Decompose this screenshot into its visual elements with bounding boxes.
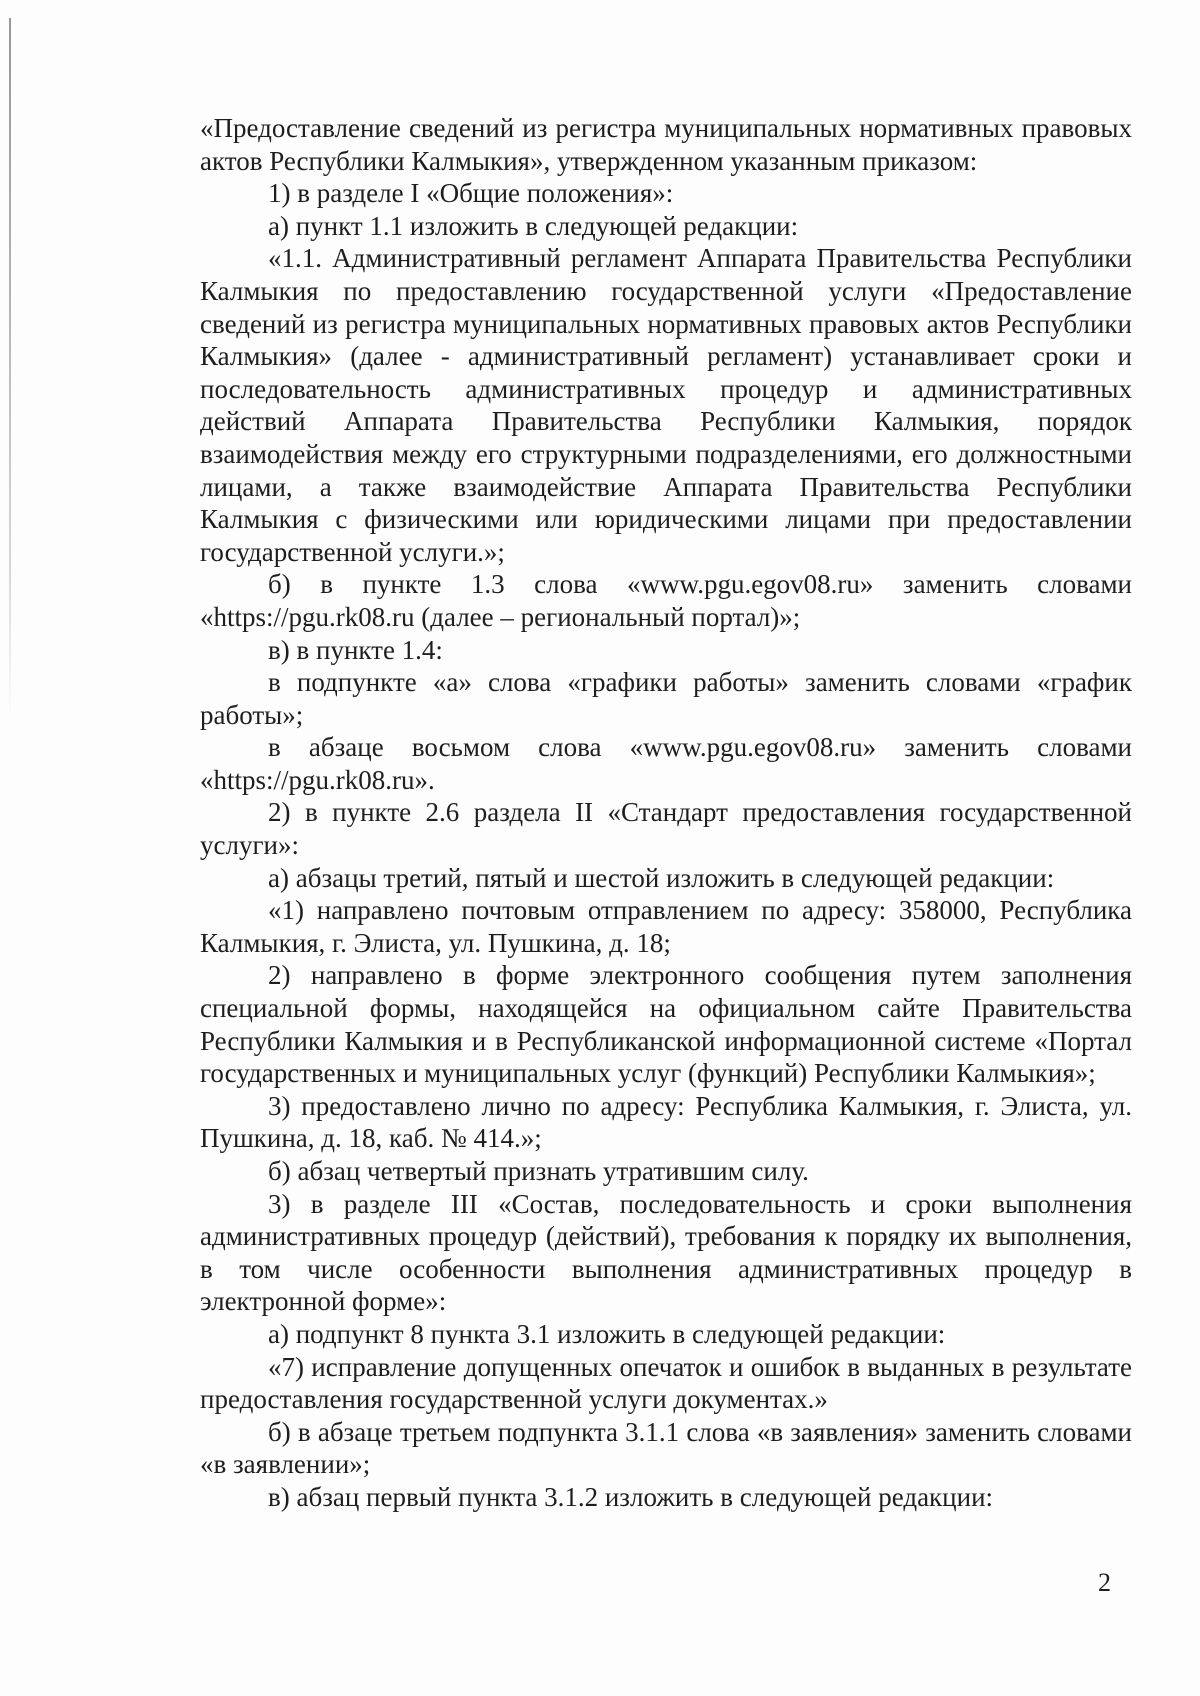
paragraph-6: в) в пункте 1.4: (268, 634, 443, 665)
paragraph-4: «1.1. Административный регламент Аппарата Правительства Республики Калмыкия по предоставлению государственной услуги «Предоставление сведений из регистра муниципальных нормативных правовых актов Республики Калмыкия» (далее - административный регламент) устанавливает сроки и последовательность административных процедур и административных действий Аппарата Правительства Республики Калмыкия, порядок взаимодействия между его структурными подразделениями, его должностными лицами, а также взаимодействие Аппарата Правительства Республики Калмыкия с физическими или юридическими лицами при предоставлении государственной услуги.»; (200, 243, 1132, 567)
page-number: 2 (1098, 1568, 1111, 1597)
paragraph-2: 1) в разделе I «Общие положения»: (268, 178, 674, 209)
paragraph-7: в подпункте «а» слова «графики работы» заменить словами «график работы»; (200, 667, 1132, 730)
paragraph-10: а) абзацы третий, пятый и шестой изложить в следующей редакции: (268, 862, 1055, 893)
paragraph-9: 2) в пункте 2.6 раздела II «Стандарт предоставления государственной услуги»: (200, 797, 1132, 861)
paragraph-15: 3) в разделе III «Состав, последовательность и сроки выполнения административных процедур (действий), требования к порядку их выполнения, в том числе особенности выполнения административных процедур в электронной форме»: (200, 1188, 1132, 1317)
paragraph-13: 3) предоставлено лично по адресу: Республика Калмыкия, г. Элиста, ул. Пушкина, д. 18, каб. № 414.»; (200, 1090, 1132, 1154)
paragraph-5: б) в пункте 1.3 слова «www.pgu.egov08.ru» заменить словами «https://pgu.rk08.ru (далее – региональный портал)»; (200, 569, 1132, 632)
paragraph-16: а) подпункт 8 пункта 3.1 изложить в следующей редакции: (268, 1318, 946, 1349)
document-body (200, 112, 1132, 1514)
paragraph-17: «7) исправление допущенных опечаток и ошибок в выданных в результате предоставления государственной услуги документах.» (200, 1351, 1132, 1415)
paragraph-18: б) в абзаце третьем подпункта 3.1.1 слова «в заявления» заменить словами «в заявлении»; (200, 1416, 1132, 1480)
paragraph-3: а) пункт 1.1 изложить в следующей редакции: (268, 210, 799, 241)
paragraph-19: в) абзац первый пункта 3.1.2 изложить в следующей редакции: (268, 1481, 994, 1512)
paragraph-1: «Предоставление сведений из регистра муниципальных нормативных правовых актов Республики Калмыкия», утвержденном указанным приказом: (200, 113, 1132, 176)
paragraph-11: «1) направлено почтовым отправлением по адресу: 358000, Республика Калмыкия, г. Элиста, ул. Пушкина, д. 18; (200, 895, 1132, 958)
paragraph-14: б) абзац четвертый признать утратившим силу. (268, 1156, 809, 1186)
paragraph-12: 2) направлено в форме электронного сообщения путем заполнения специальной формы, находящейся на официальном сайте Правительства Республики Калмыкия и в Республиканской информационной системе «Портал государственных и муниципальных услуг (функций) Республики Калмыкия»; (200, 960, 1132, 1089)
paragraph-8: в абзаце восьмом слова «www.pgu.egov08.ru» заменить словами «https://pgu.rk08.ru». (200, 732, 1132, 795)
scan-edge-shadow (9, 18, 11, 718)
